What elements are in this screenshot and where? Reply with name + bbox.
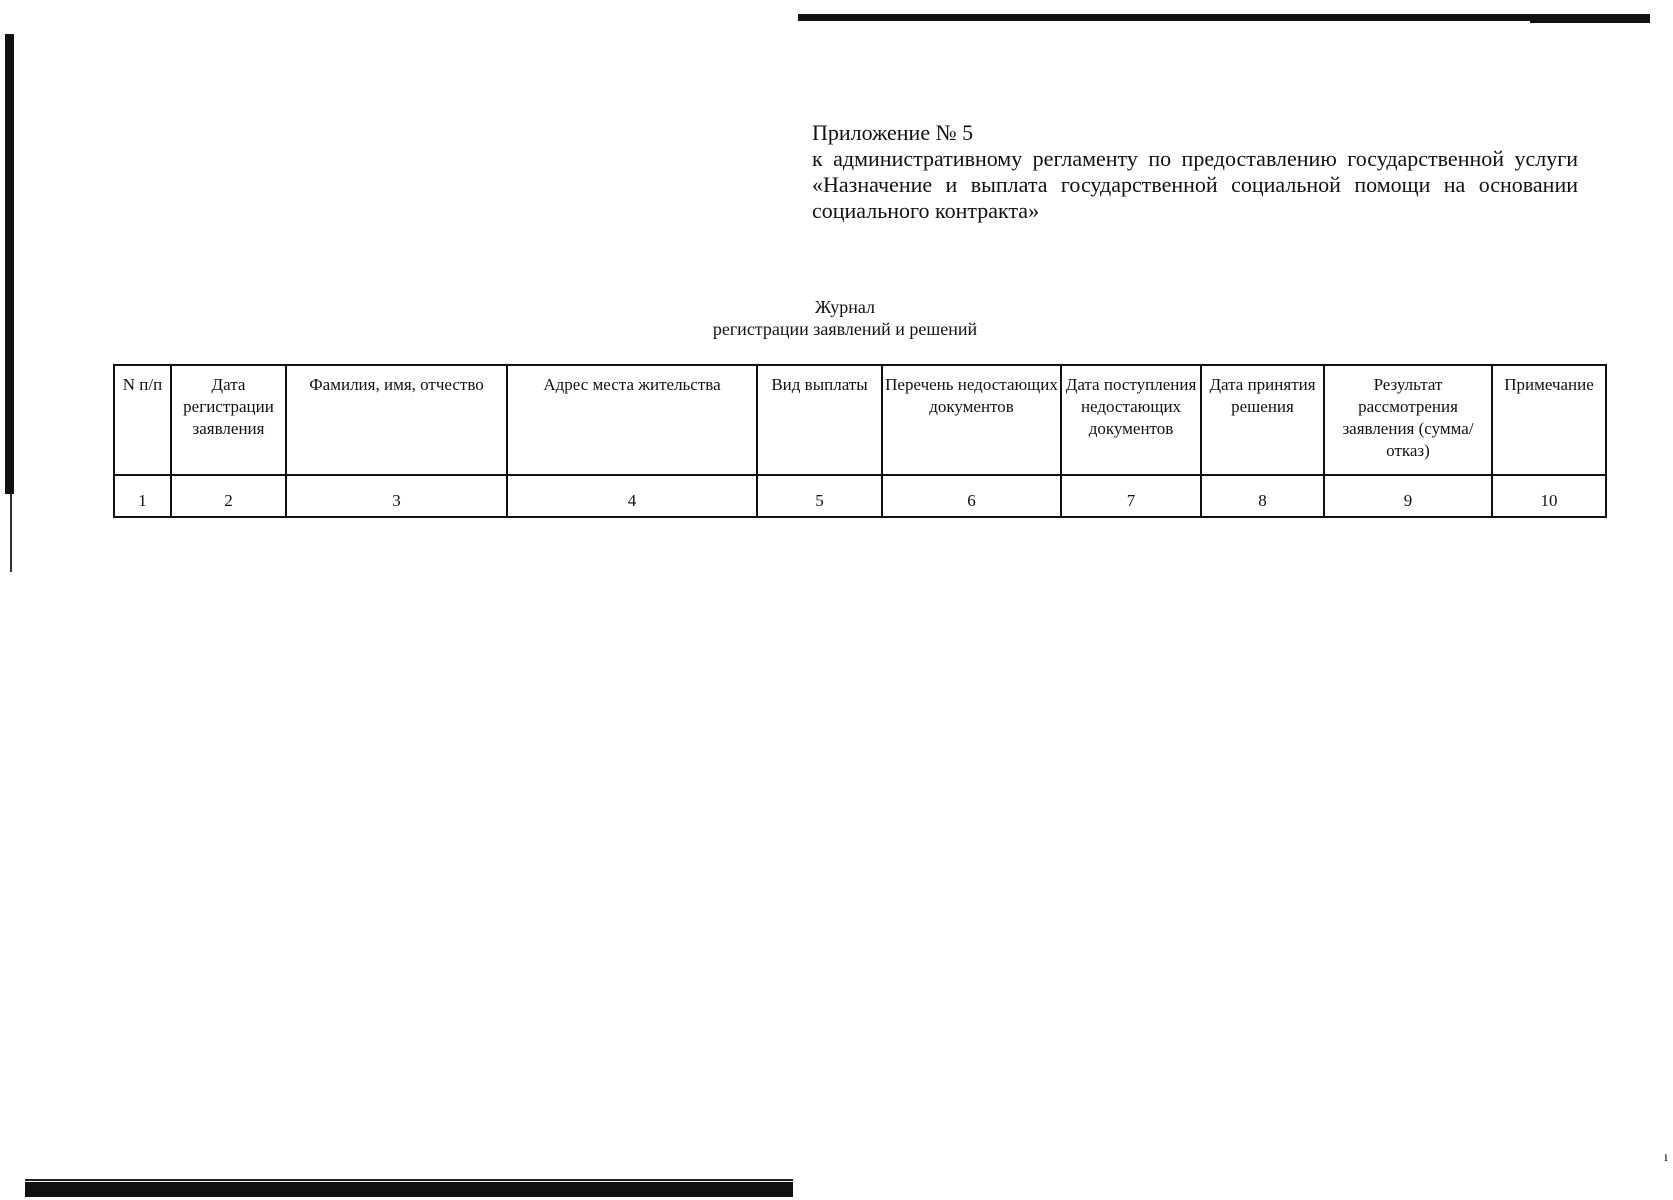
header-cell-number: N п/п <box>114 365 171 475</box>
column-number-cell: 4 <box>507 475 757 517</box>
table-row <box>114 475 1606 517</box>
column-number-cell: 7 <box>1061 475 1201 517</box>
journal-title-line2: регистрации заявлений и решений <box>712 319 978 339</box>
column-number-cell: 5 <box>757 475 882 517</box>
appendix-header <box>812 120 1578 224</box>
column-number-cell: 9 <box>1324 475 1492 517</box>
header-cell-full-name: Фамилия, имя, отчество <box>286 365 507 475</box>
header-cell-note: Примечание <box>1492 365 1606 475</box>
header-cell-missing-docs: Перечень недостающих документов <box>882 365 1061 475</box>
journal-table <box>113 364 1607 518</box>
column-number-cell: 3 <box>286 475 507 517</box>
journal-title <box>600 296 1090 340</box>
header-cell-payment-type: Вид выплаты <box>757 365 882 475</box>
appendix-text: к административному регламенту по предоставлению государственной услуги «Назначение и выплата государственной социальной помощи на основании социального контракта» <box>812 146 1578 223</box>
scan-border-bottom <box>25 1182 793 1197</box>
column-number-cell: 10 <box>1492 475 1606 517</box>
scan-border-top <box>798 14 1650 21</box>
appendix-title: Приложение № 5 <box>812 120 974 145</box>
scan-border-left <box>5 34 14 494</box>
header-cell-missing-docs-date: Дата поступления недостающих документов <box>1061 365 1201 475</box>
scan-mark: ı <box>1664 1150 1668 1165</box>
table-header-row <box>114 365 1606 475</box>
column-number-cell: 6 <box>882 475 1061 517</box>
header-cell-address: Адрес места жительства <box>507 365 757 475</box>
header-cell-registration-date: Дата регистрации заявления <box>171 365 286 475</box>
header-cell-decision-date: Дата принятия решения <box>1201 365 1324 475</box>
header-cell-result: Результат рассмотрения заявления (сумма/отказ) <box>1324 365 1492 475</box>
column-number-cell: 1 <box>114 475 171 517</box>
scan-line-left <box>10 494 12 572</box>
journal-title-line1: Журнал <box>814 297 875 317</box>
column-number-cell: 2 <box>171 475 286 517</box>
column-number-cell: 8 <box>1201 475 1324 517</box>
